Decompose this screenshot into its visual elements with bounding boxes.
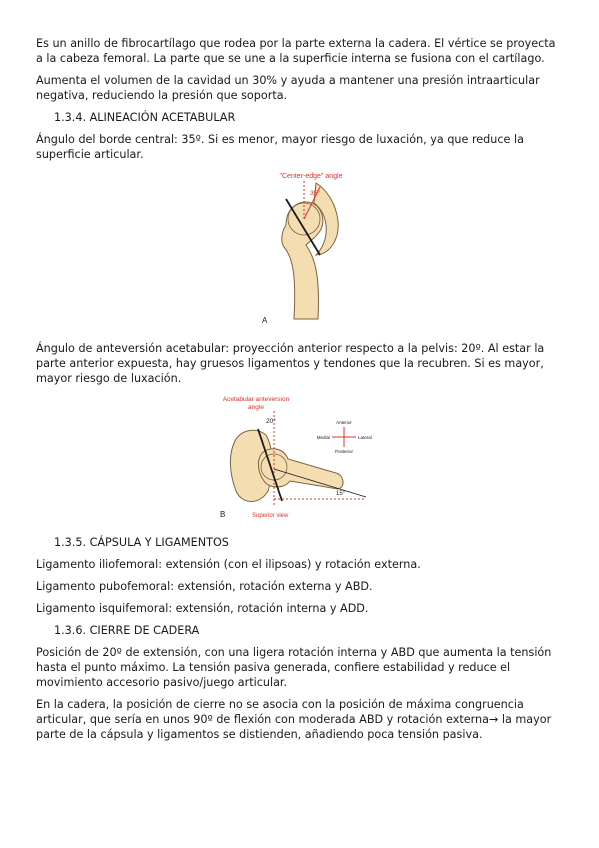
figure-b-title-line1: Acetabular anteversion: [222, 396, 290, 403]
figure-a-letter: A: [262, 316, 268, 325]
center-edge-angle-figure: [256, 169, 366, 329]
anteversion-angle-text: Ángulo de anteversión acetabular: proyección anterior respecto a la pelvis: 20º. Al estar la parte anterior expuesta, hay gruesos ligamentos y tendones que la recubren. Si es mayor, mayor riesgo de luxación.: [36, 342, 545, 385]
labrum-function: Aumenta el volumen de la cavidad un 30% y ayuda a mantener una presión intraarticular negativa, reduciendo la presión que soporta.: [36, 74, 540, 102]
figure-a-angle-label: 35°: [310, 190, 320, 197]
center-edge-angle-text: Ángulo del borde central: 35º. Si es menor, mayor riesgo de luxación, ya que reduce la superficie articular.: [36, 133, 524, 161]
compass-lateral-label: Lateral: [358, 435, 372, 440]
figure-a-title: "Center-edge" angle: [279, 173, 343, 180]
heading-capsule-ligaments: 1.3.5. CÁPSULA Y LIGAMENTOS: [54, 536, 229, 549]
heading-acetabular-alignment: 1.3.4. ALINEACIÓN ACETABULAR: [54, 111, 236, 124]
close-packed-position-text: Posición de 20º de extensión, con una ligera rotación interna y ABD que aumenta la tensión hasta el punto máximo. La tensión pasiva generada, confiere estabilidad y reduce el movimiento accesorio pasivo/juego articular.: [36, 646, 552, 689]
document-page: [36, 36, 564, 749]
labrum-description: Es un anillo de fibrocartílago que rodea por la parte externa la cadera. El vértice se proyecta a la cabeza femoral. La parte que se une a la superficie interna se fusiona con el cartílago.: [36, 37, 556, 65]
anteversion-angle-figure: [216, 393, 376, 525]
compass-posterior-label: Posterior: [334, 449, 354, 454]
figure-b-femur-angle-label: 15°: [336, 491, 346, 497]
pubofemoral-ligament-text: Ligamento pubofemoral: extensión, rotación externa y ABD.: [36, 580, 373, 593]
orientation-compass: [317, 420, 372, 454]
iliofemoral-ligament-text: Ligamento iliofemoral: extensión (con el ilipsoas) y rotación externa.: [36, 558, 421, 571]
compass-anterior-label: Anterior: [336, 420, 352, 425]
figure-b-view-label: Superior view: [252, 513, 289, 519]
congruence-position-text: En la cadera, la posición de cierre no se asocia con la posición de máxima congruencia articular, que sería en unos 90º de flexión con moderada ABD y rotación externa→ la mayor parte de la cápsula y ligamentos se distienden, añadiendo poca tensión pasiva.: [36, 698, 552, 741]
heading-hip-close-packed: 1.3.6. CIERRE DE CADERA: [54, 624, 200, 637]
figure-b-letter: B: [220, 510, 226, 519]
figure-b-title-line2: angle: [248, 404, 264, 411]
figure-b-angle-label: 20°: [266, 418, 276, 425]
ischiofemoral-ligament-text: Ligamento isquifemoral: extensión, rotación interna y ADD.: [36, 602, 369, 615]
compass-medial-label: Medial: [316, 435, 330, 440]
